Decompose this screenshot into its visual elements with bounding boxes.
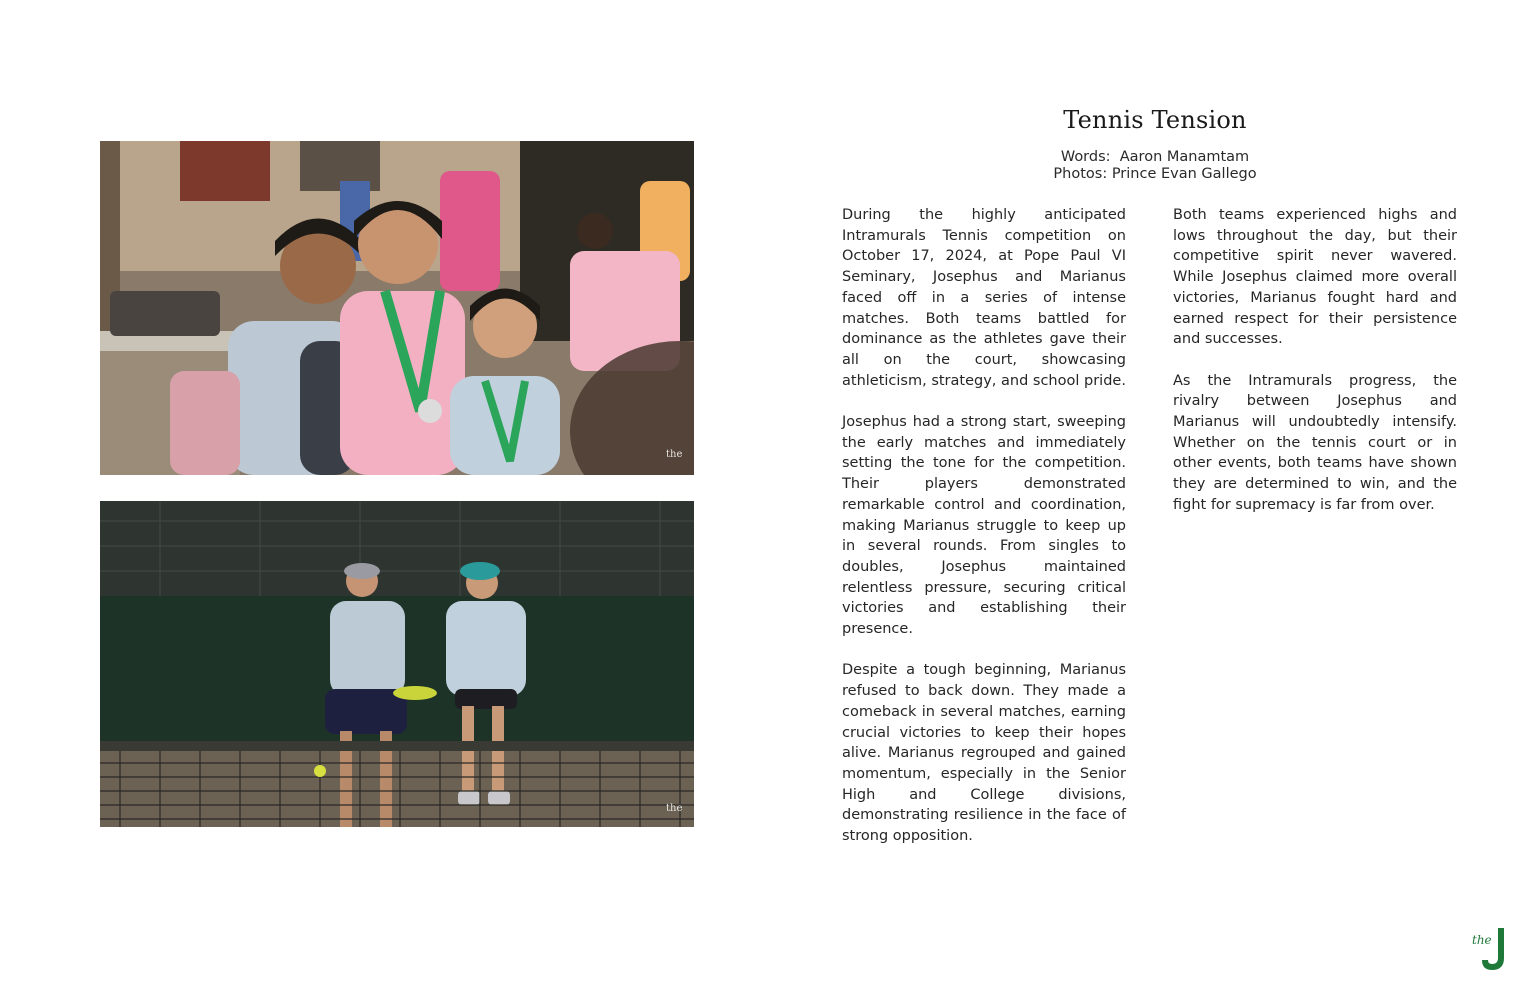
photos-credit: Photos: Prince Evan Gallego [1053, 166, 1257, 182]
article-title: Tennis Tension [1063, 106, 1247, 134]
publication-logo [1470, 924, 1514, 974]
paragraph: During the highly anticipated Intramurals Tennis competition on October 17, 2024, at Pope Paul VI Seminary, Josephus and Marianus faced off in a series of intense matches. Both teams battled for dominance as the athletes gave their all on the court, showcasing athleticism, strategy, and school pride. [842, 207, 1126, 389]
paragraph: As the Intramurals progress, the rivalry between Josephus and Marianus will undoubtedly intensify. Whether on the tennis court or in other events, both teams have shown they are determined to win, and the fight for supremacy is far from over. [1173, 372, 1457, 513]
photo-top-watermark: the [666, 449, 683, 460]
paragraph: Josephus had a strong start, sweeping the early matches and immediately setting the tone for the competition. Their players demonstrated remarkable control and coordination, making Marianus struggle to keep up in several rounds. From singles to doubles, Josephus maintained relentless pressure, securing critical victories and establishing their presence. [842, 414, 1126, 638]
photo-tennis-players [100, 501, 694, 827]
article-column-left [842, 205, 1126, 867]
article-credits [1000, 149, 1310, 183]
photo-bottom-watermark: the [666, 803, 683, 814]
paragraph: Both teams experienced highs and lows throughout the day, but their competitive spirit never wavered. While Josephus claimed more overall victories, Marianus fought hard and earned respect for their persistence and successes. [1173, 207, 1457, 348]
photo-girls-with-medals [100, 141, 694, 475]
paragraph: Despite a tough beginning, Marianus refused to back down. They made a comeback in several matches, earning crucial victories to keep their hopes alive. Marianus regrouped and gained momentum, especially in the Senior High and College divisions, demonstrating resilience in the face of strong opposition. [842, 662, 1126, 845]
words-credit: Words: Aaron Manamtam [1060, 149, 1250, 165]
article-column-right [1173, 205, 1457, 536]
logo-text: the [1472, 933, 1492, 947]
